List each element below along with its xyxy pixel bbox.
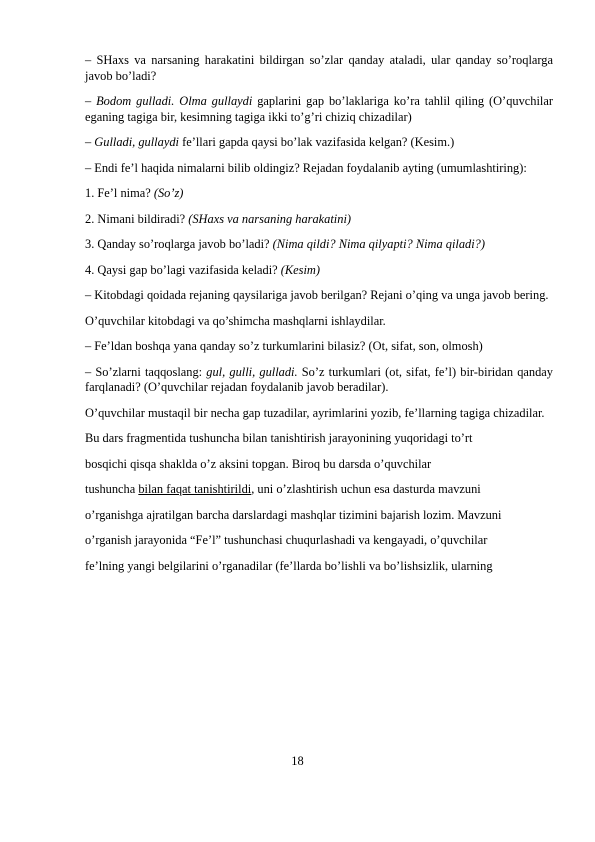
paragraph-question-verb-words [85,53,553,84]
paragraph-line-13 [85,508,553,524]
paragraph-text: o’rganish jarayonida “Fe’l” tushunchasi chuqurlashadi va kengayadi, o’quvchilar [85,533,488,547]
plan-answer: (Nima qildi? Nima qilyapti? Nima qiladi?) [272,237,486,251]
paragraph-text: O’quvchilar kitobdagi va qo’shimcha mashqlarni ishlaydilar. [85,313,386,328]
plan-question: 2. Nimani bildiradi? [85,211,189,226]
paragraph-summarize [85,161,553,177]
underlined-phrase: bilan faqat tanishtirildi [138,482,252,496]
example-words: gul, gulli, gulladi. [206,364,298,379]
paragraph-line-12 [85,482,553,498]
paragraph-text: – Fe’ldan boshqa yana qanday so’z turkumlarini bilasiz? (Ot, sifat, son, olmosh) [85,339,483,353]
plan-question: 3. Qanday so’roqlarga javob bo’ladi? [85,237,273,251]
paragraph-analyze-sentences [85,94,553,125]
paragraph-text: Bu dars fragmentida tushuncha bilan tanishtirish jarayonining yuqoridagi to’rt [85,431,473,445]
page-number: 18 [291,754,304,768]
paragraph-text: – Kitobdagi qoidada rejaning qaysilariga javob berilgan? Rejani o’qing va unga javob bering. [85,288,549,302]
paragraph-independent-work [85,406,553,422]
paragraph-text: bosqichi qisqa shaklda o’z aksini topgan. Biroq bu darsda o’quvchilar [85,456,432,471]
paragraph-other-word-classes [85,339,553,355]
document-page [85,53,553,584]
plan-answer: (SHaxs va narsaning harakatini) [188,211,352,226]
paragraph-verb-role [85,135,553,151]
paragraph-text: O’quvchilar mustaqil bir necha gap tuzadilar, ayrimlarini yozib, fe’llarning tagiga chizadilar. [85,405,545,420]
paragraph-text: fe’llari gapda qaysi bo’lak vazifasida kelgan? (Kesim.) [178,135,455,149]
dash: – [85,135,95,149]
plan-answer: (Kesim) [280,262,321,277]
paragraph-text: – So’zlarni taqqoslang: [85,364,207,379]
paragraph-line-10 [85,431,553,447]
paragraph-line-15 [85,559,553,575]
plan-item-4 [85,263,553,279]
dash: – [85,94,97,108]
paragraph-line-11 [85,457,553,473]
paragraph-text: tushuncha [85,482,139,496]
paragraph-text: fe’lning yangi belgilarini o’rganadilar (fe’llarda bo’lishli va bo’lishsizlik, ularning [85,558,493,573]
paragraph-text: o’rganishga ajratilgan barcha darslardagi mashqlar tizimini bajarish lozim. Mavzuni [85,507,502,522]
paragraph-text: – Endi fe’l haqida nimalarni bilib oldingiz? Rejadan foydalanib ayting (umumlashtiring): [85,160,527,175]
plan-item-2 [85,212,553,228]
paragraph-line-14 [85,533,553,549]
paragraph-text: , uni o’zlashtirish uchun esa dasturda mavzuni [251,482,481,496]
paragraph-text: gaplarini gap bo’laklariga ko’ra tahlil qiling (O’quvchilar eganing tagiga bir, kesimning tagiga ikki to’g’ri chiziq chizadilar) [85,94,553,124]
paragraph-compare-words [85,365,553,396]
paragraph-text: – SHaxs va narsaning harakatini bildirgan so’zlar qanday ataladi, ular qanday so’roqlarga javob bo’ladi? [85,53,553,83]
example-sentences: Bodom gulladi. Olma gullaydi [96,94,253,108]
paragraph-exercises [85,314,553,330]
paragraph-text: So’z turkumlari (ot, sifat, fe’l) bir-biridan qanday farqlanadi? (O’quvchilar rejadan foydalanib javob beradilar). [85,364,553,394]
plan-item-1 [85,186,553,202]
paragraph-rule-plan [85,288,553,304]
plan-question: 4. Qaysi gap bo’lagi vazifasida keladi? [85,262,281,277]
plan-answer: (So’z) [153,186,184,200]
example-verbs: Gulladi, gullaydi [94,135,179,149]
plan-item-3 [85,237,553,253]
plan-question: 1. Fe’l nima? [85,186,154,200]
